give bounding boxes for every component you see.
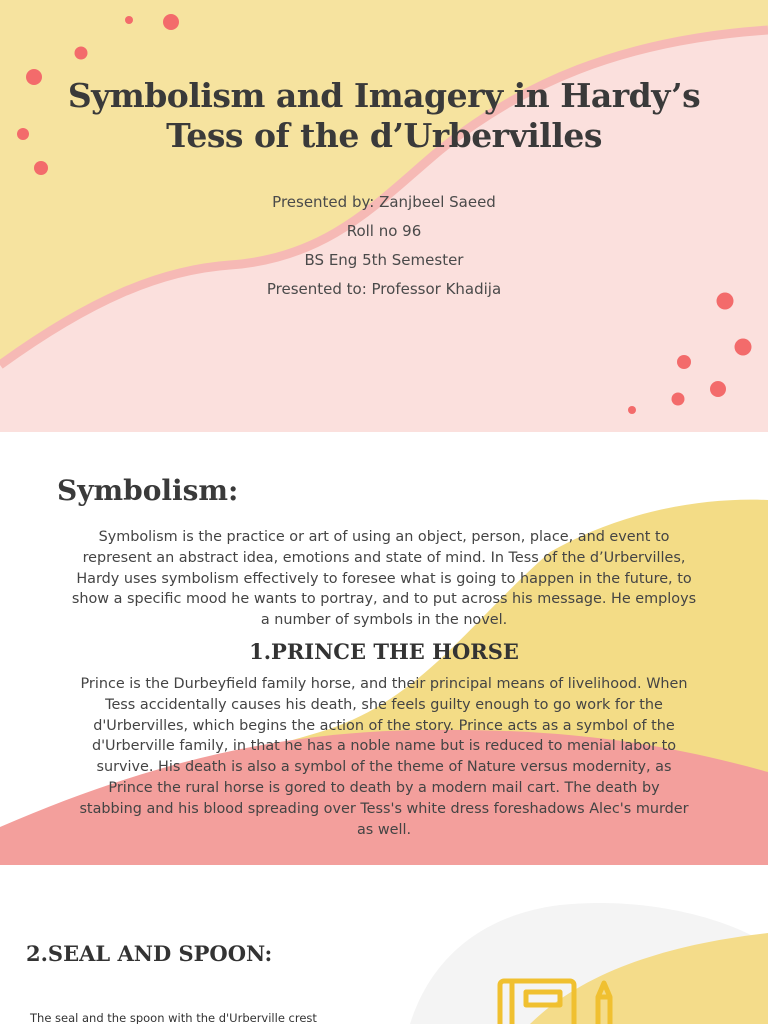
seal-and-spoon-slide [0,865,768,1024]
program-semester: BS Eng 5th Semester [304,251,464,269]
intro-line: a number of symbols in the novel. [260,612,508,629]
presenter-info [0,188,768,304]
prince-line: as well. [356,821,412,838]
roll-number: Roll no 96 [346,222,422,240]
title-slide [0,0,768,432]
title-line-2: Tess of the d’Urbervilles [166,116,602,155]
symbolism-slide [0,432,768,865]
intro-line: Symbolism is the practice or art of using an object, person, place, and event to [98,529,670,545]
book-pencil-icon [494,975,618,1024]
seal-and-spoon-text: The seal and the spoon with the d'Urberville crest [30,1011,317,1024]
prince-paragraph [34,674,734,840]
prince-line: Prince is the Durbeyfield family horse, and their principal means of livelihood. When [80,676,688,692]
presented-to: Presented to: Professor Khadija [266,280,502,298]
title-line-1: Symbolism and Imagery in Hardy’s [67,76,701,115]
seal-and-spoon-heading: 2.SEAL AND SPOON: [26,941,273,966]
presentation-title [0,76,768,156]
symbolism-intro-paragraph [34,527,734,631]
prince-the-horse-heading: 1.PRINCE THE HORSE [249,639,519,664]
intro-line: show a specific mood he wants to portray, and to put across his message. He employs [71,591,697,608]
prince-line: d'Urberville family, in that he has a noble name but is reduced to menial labor to [91,738,677,755]
prince-line: Prince the rural horse is gored to death by a modern mail cart. The death by [108,779,660,796]
symbolism-heading: Symbolism: [57,474,239,507]
prince-line: survive. His death is also a symbol of the theme of Nature versus modernity, as [96,759,672,776]
intro-line: represent an abstract idea, emotions and state of mind. In Tess of the d’Urbervilles, [82,549,686,566]
prince-line: d'Urbervilles, which begins the action of the story. Prince acts as a symbol of the [93,717,675,734]
intro-line: Hardy uses symbolism effectively to foresee what is going to happen in the future, to [76,570,692,587]
prince-line: stabbing and his blood spreading over Tess's white dress foreshadows Alec's murder [79,800,689,817]
presenter-name: Presented by: Zanjbeel Saeed [272,193,496,211]
prince-line: Tess accidentally causes his death, she feels guilty enough to go work for the [105,696,663,713]
